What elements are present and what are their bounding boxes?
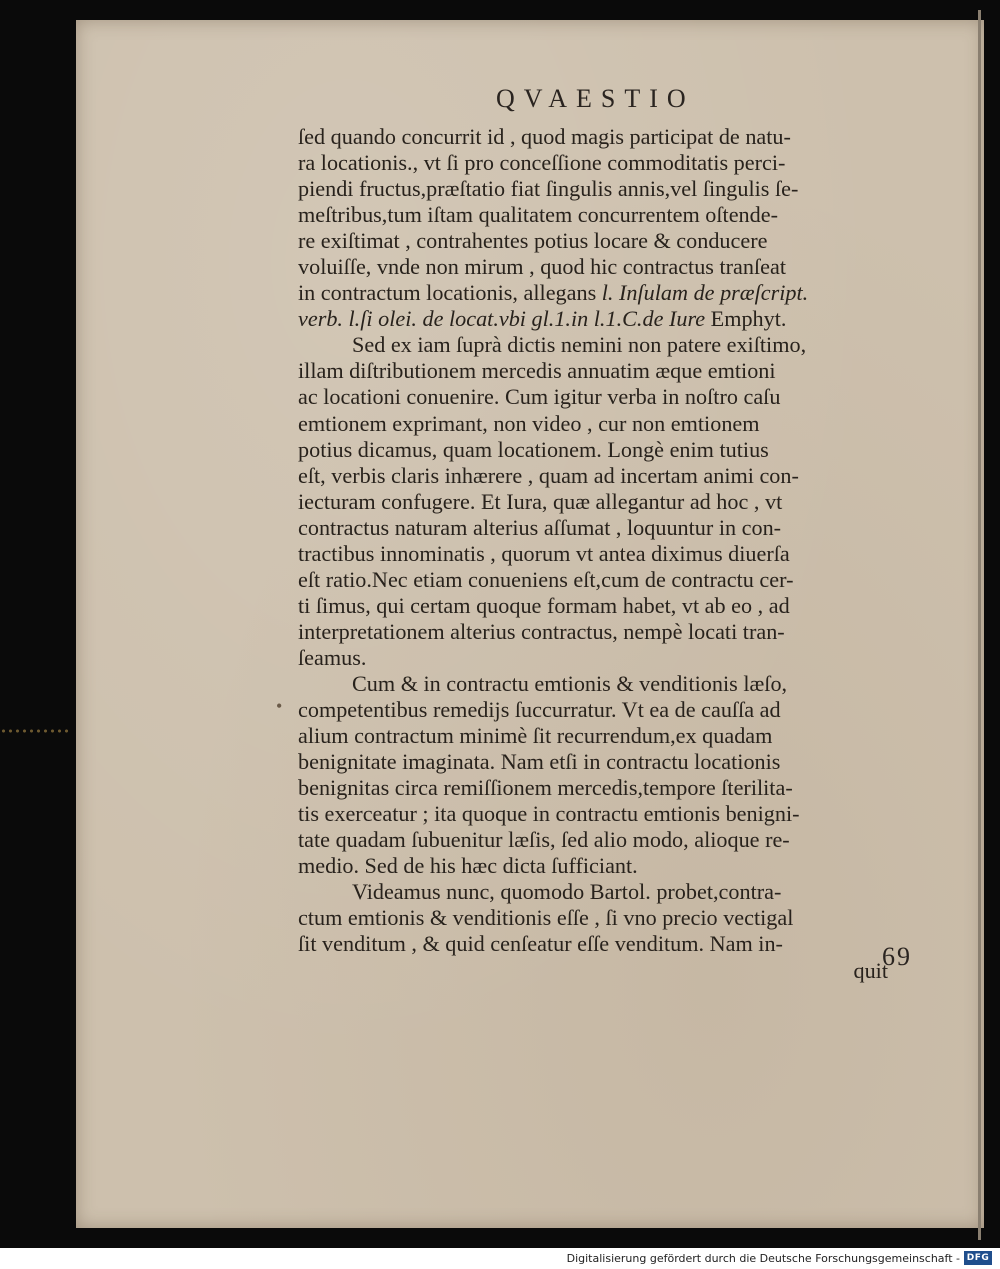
text-line: [298, 567, 888, 593]
line-text: tate quadam ſubuenitur læſis, ſed alio modo, alioque re-: [298, 827, 790, 853]
line-text: iecturam confugere. Et Iura, quæ allegantur ad hoc , vt: [298, 488, 783, 514]
page-number: 69: [882, 942, 912, 971]
line-text: eſt, verbis claris inhærere , quam ad incertam animi con-: [298, 462, 799, 488]
line-text: tis exerceatur ; ita quoque in contractu emtionis benigni-: [298, 801, 800, 827]
text-line: [298, 384, 888, 410]
line-text: in contractum locationis, allegans: [298, 280, 597, 306]
text-line: [298, 411, 888, 437]
text-line: [298, 332, 888, 358]
text-line: [298, 228, 888, 254]
text-line: [298, 202, 888, 228]
footer-bar: [0, 1248, 1000, 1269]
text-line: [298, 827, 888, 853]
body-text: [298, 124, 888, 984]
running-head: QVAESTIO: [496, 84, 695, 113]
line-text: contractus naturam alterius aſſumat , loquuntur in con-: [298, 514, 782, 540]
line-text: Sed ex iam ſuprà dictis nemini non patere exiſtimo,: [352, 332, 807, 358]
line-text: benignitas circa remiſſionem mercedis,tempore ſterilita-: [298, 775, 793, 801]
text-line: [298, 879, 888, 905]
line-text: voluiſſe, vnde non mirum , quod hic contractus tranſeat: [298, 254, 787, 280]
text-line: [298, 489, 888, 515]
page-edge: [978, 10, 981, 1240]
text-line: [298, 437, 888, 463]
line-text: ſeamus.: [298, 644, 367, 670]
text-line: [298, 541, 888, 567]
line-tail: Emphyt.: [705, 306, 787, 332]
catchword: quit: [853, 957, 888, 983]
citation-text: verb. l.ſi olei. de locat.vbi gl.1.in l.1.C.de Iure: [298, 306, 706, 332]
line-text: medio. Sed de his hæc dicta ſufficiant.: [298, 853, 638, 879]
line-text: ſed quando concurrit id , quod magis participat de natu-: [298, 124, 791, 149]
line-text: ti ſimus, qui certam quoque formam habet, vt ab eo , ad: [298, 592, 790, 618]
line-text: illam diſtributionem mercedis annuatim æque emtioni: [298, 358, 776, 384]
text-line: [298, 749, 888, 775]
line-text: tractibus innominatis , quorum vt antea diximus diuerſa: [298, 540, 790, 566]
line-text: re exiſtimat , contrahentes potius locare & conducere: [298, 228, 768, 254]
margin-mark: •: [276, 696, 283, 716]
dfg-logo-icon[interactable]: DFG: [964, 1251, 992, 1265]
line-text: potius dicamus, quam locationem. Longè enim tutius: [298, 436, 769, 462]
line-text: benignitate imaginata. Nam etſi in contractu locationis: [298, 749, 781, 775]
text-line: [298, 515, 888, 541]
text-line: [298, 931, 888, 957]
text-line: [298, 723, 888, 749]
left-edge-dots: [0, 728, 70, 734]
line-text: alium contractum minimè ſit recurrendum,ex quadam: [298, 723, 773, 749]
line-text: ſit venditum , & quid cenſeatur eſſe venditum. Nam in-: [298, 931, 783, 957]
text-line: [298, 150, 888, 176]
line-text: eſt ratio.Nec etiam conueniens eſt,cum de contractu cer-: [298, 566, 794, 592]
line-text: ctum emtionis & venditionis eſſe , ſi vno precio vectigal: [298, 905, 794, 931]
line-text: competentibus remedijs ſuccurratur. Vt ea de cauſſa ad: [298, 697, 781, 723]
line-text: ac locationi conuenire. Cum igitur verba in noſtro caſu: [298, 384, 781, 410]
line-text: ra locationis., vt ſi pro conceſſione commoditatis perci-: [298, 150, 786, 176]
text-line: [298, 645, 888, 671]
citation-text: l. Inſulam de præſcript.: [596, 280, 809, 306]
text-line: [298, 124, 888, 150]
text-line: [298, 280, 888, 306]
text-line: [298, 254, 888, 280]
text-line: [298, 619, 888, 645]
text-line: [298, 905, 888, 931]
line-text: interpretationem alterius contractus, nempè locati tran-: [298, 618, 785, 644]
text-line: [298, 593, 888, 619]
line-text: meſtribus,tum iſtam qualitatem concurrentem oſtende-: [298, 202, 778, 228]
footer-credit: Digitalisierung gefördert durch die Deutsche Forschungsgemeinschaft -: [566, 1252, 960, 1265]
line-text: piendi fructus,præſtatio fiat ſingulis annis,vel ſingulis ſe-: [298, 176, 799, 202]
text-line: [298, 853, 888, 879]
text-line: [298, 671, 888, 697]
text-line: [298, 801, 888, 827]
text-line: [298, 775, 888, 801]
line-text: Videamus nunc, quomodo Bartol. probet,contra-: [352, 879, 782, 905]
text-line: [298, 306, 888, 332]
text-line: [298, 463, 888, 489]
text-line: [298, 697, 888, 723]
line-text: emtionem exprimant, non video , cur non emtionem: [298, 410, 760, 436]
text-line: [298, 358, 888, 384]
text-line: [298, 176, 888, 202]
line-text: Cum & in contractu emtionis & venditionis læſo,: [352, 670, 788, 696]
